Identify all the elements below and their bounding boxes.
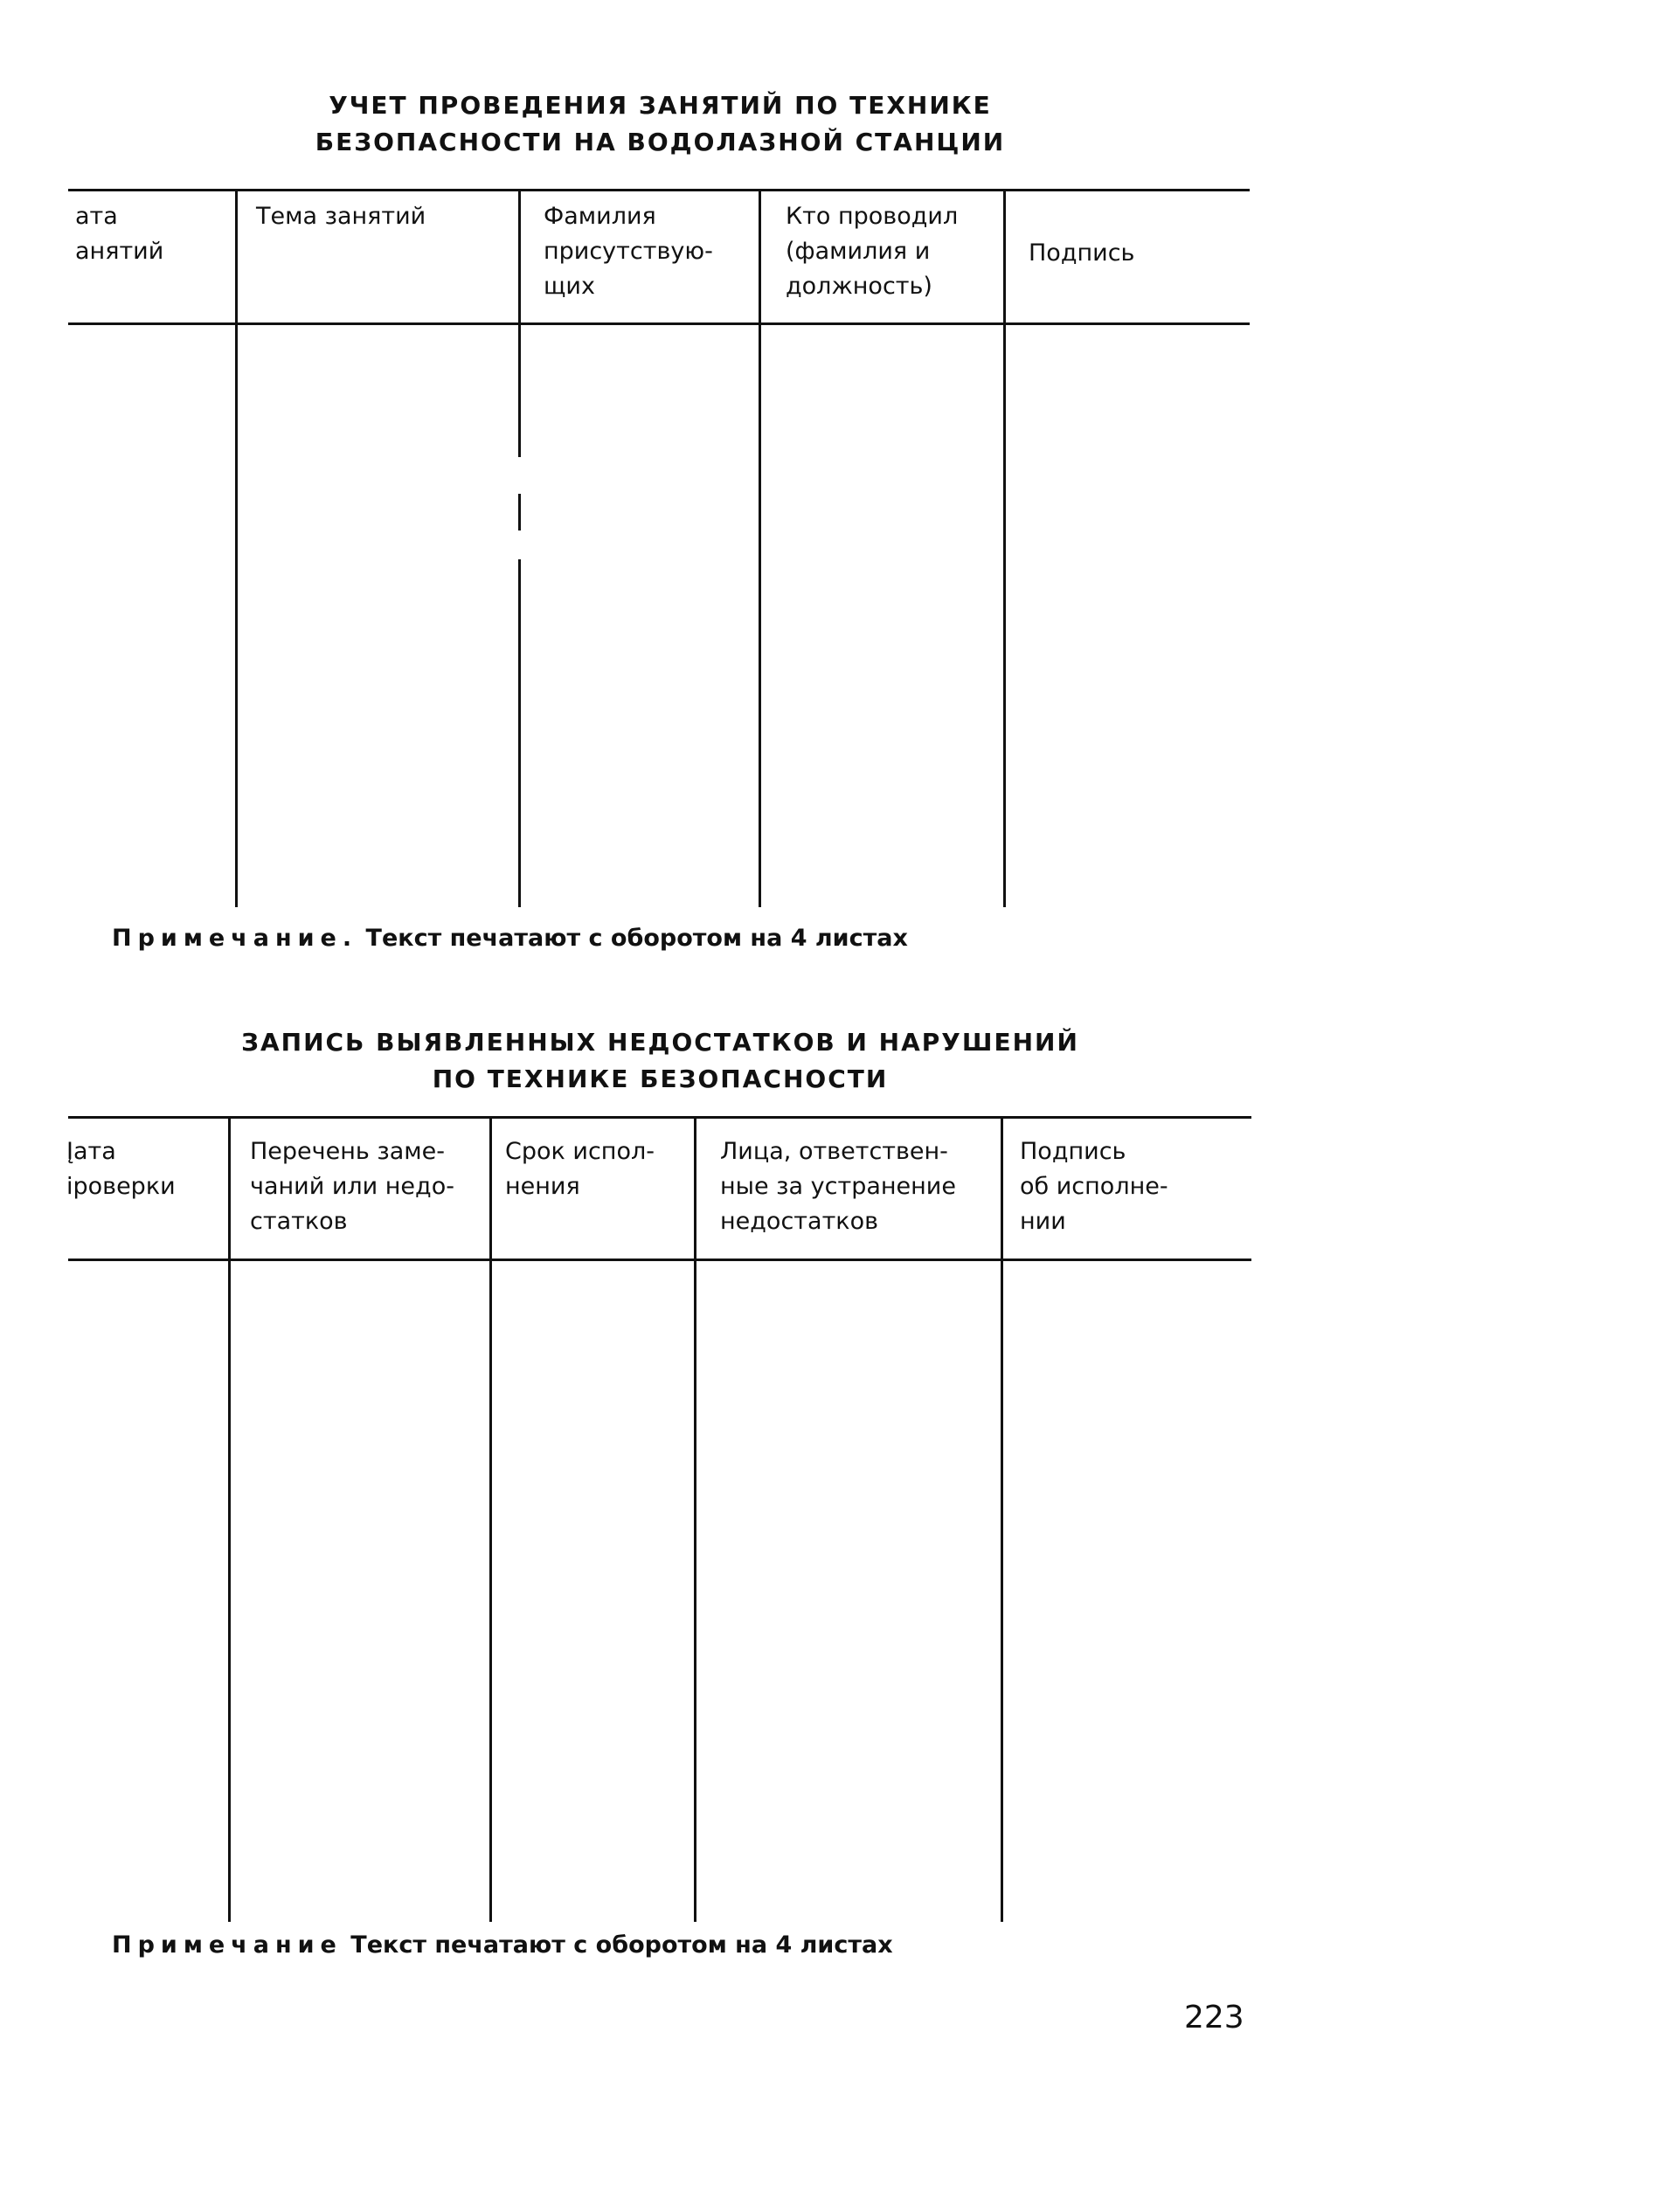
section1-header-attendees: Фамилия присутствую- щих [544, 203, 713, 300]
section1-column-divider [235, 191, 238, 907]
section2-title-line-2: ПО ТЕХНИКЕ БЕЗОПАСНОСТИ [432, 1064, 889, 1093]
section1-header-bottom-border [68, 322, 1250, 325]
section1-header-conducted-by: Кто проводил (фамилия и должность) [786, 203, 959, 300]
section2-header-bottom-border [68, 1259, 1251, 1261]
section2-column-divider [1001, 1118, 1003, 1922]
section1-header-signature: Подпись [1029, 239, 1135, 267]
section2-header-responsible: Лица, ответствен- ные за устранение недостатков [720, 1138, 956, 1235]
page-number: 223 [1184, 2000, 1244, 2035]
section1-column-divider [518, 559, 521, 907]
section1-column-divider [1003, 191, 1006, 907]
section2-table-top-border [68, 1116, 1251, 1119]
section2-header-signature: Подпись об исполне- нии [1020, 1138, 1168, 1235]
section2-header-deadline: Срок испол- нения [505, 1138, 655, 1200]
section2-title-line-1: ЗАПИСЬ ВЫЯВЛЕННЫХ НЕДОСТАТКОВ И НАРУШЕНИЙ [241, 1028, 1079, 1057]
section2-title [0, 1024, 1320, 1098]
section1-column-divider [518, 494, 521, 530]
section1-note-prefix: Примечание. [112, 925, 358, 952]
section1-note [112, 925, 908, 952]
section2-note [112, 1931, 893, 1959]
section1-title [0, 87, 1320, 161]
section1-header-date: ата анятий [75, 203, 164, 265]
section2-header-check-date: Įата іроверки [66, 1138, 176, 1200]
section2-column-divider [228, 1118, 231, 1922]
section1-column-divider [518, 191, 521, 457]
section1-header-topic: Тема занятий [256, 203, 426, 230]
section1-column-divider [759, 191, 761, 907]
section1-note-text: Текст печатают с оборотом на 4 листах [357, 925, 908, 952]
section2-header-remarks: Перечень заме- чаний или недо- статков [250, 1138, 454, 1235]
section2-note-text: Текст печатают с оборотом на 4 листах [342, 1931, 893, 1959]
section2-column-divider [489, 1118, 492, 1922]
section2-note-prefix: Примечание [112, 1931, 343, 1959]
section1-title-line-2: БЕЗОПАСНОСТИ НА ВОДОЛАЗНОЙ СТАНЦИИ [315, 128, 1006, 156]
section1-title-line-1: УЧЕТ ПРОВЕДЕНИЯ ЗАНЯТИЙ ПО ТЕХНИКЕ [329, 91, 992, 120]
section1-table-top-border [68, 189, 1250, 191]
section2-column-divider [694, 1118, 696, 1922]
